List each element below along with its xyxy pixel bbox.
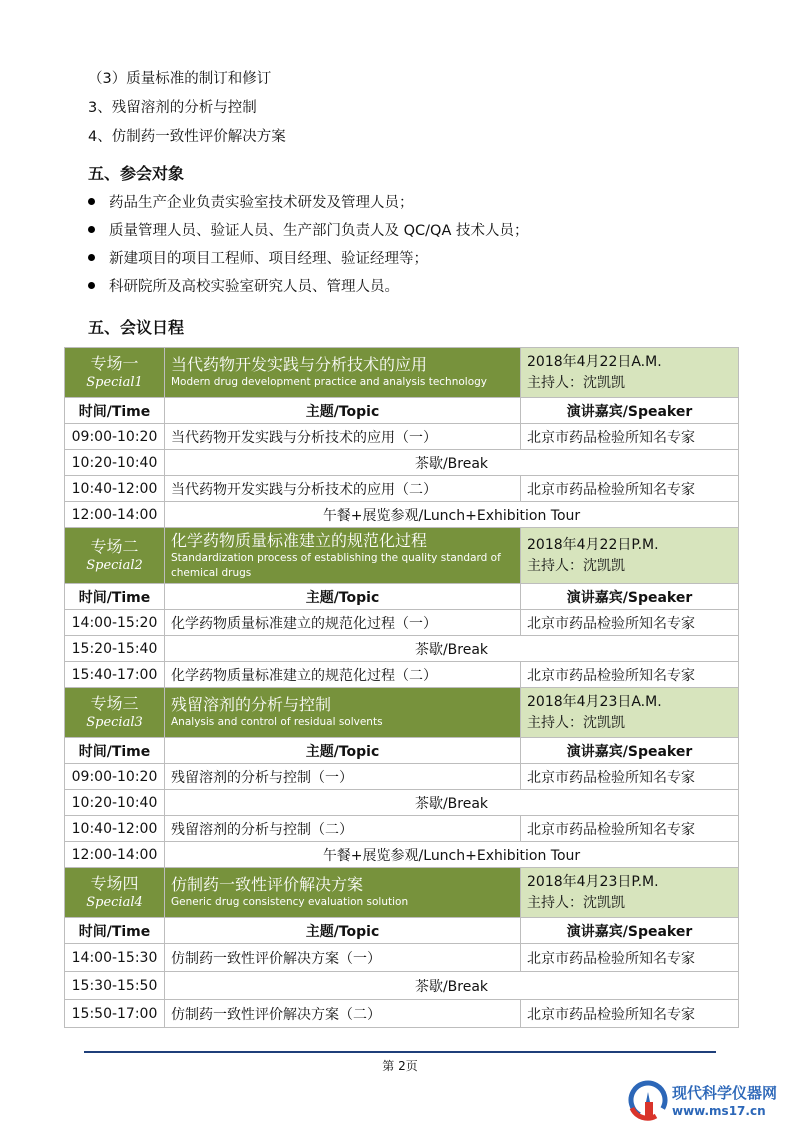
row-time: 09:00-10:20 [65, 764, 165, 790]
table-row [65, 764, 739, 790]
footer-divider [84, 1051, 716, 1053]
row-time: 12:00-14:00 [65, 842, 165, 868]
session-header [65, 688, 739, 738]
row-topic: 当代药物开发实践与分析技术的应用（一） [165, 424, 521, 450]
header-speaker: 演讲嘉宾/Speaker [521, 398, 739, 424]
session-title-en: Analysis and control of residual solvents [171, 716, 383, 728]
row-speaker: 北京市药品检验所知名专家 [521, 424, 739, 450]
table-row [65, 816, 739, 842]
row-time: 10:20-10:40 [65, 790, 165, 816]
row-topic: 残留溶剂的分析与控制（一） [165, 764, 521, 790]
table-row-break [65, 790, 739, 816]
header-speaker: 演讲嘉宾/Speaker [521, 584, 739, 610]
row-speaker: 北京市药品检验所知名专家 [521, 1000, 739, 1028]
attendee-text: 质量管理人员、验证人员、生产部门负责人及 QC/QA 技术人员； [109, 223, 529, 239]
table-row-break [65, 972, 739, 1000]
session-label-cn: 专场一 [90, 353, 139, 373]
row-break: 午餐+展览参观/Lunch+Exhibition Tour [165, 502, 739, 528]
row-time: 14:00-15:30 [65, 944, 165, 972]
bullet-icon [88, 226, 95, 233]
row-time: 15:40-17:00 [65, 662, 165, 688]
session-label [65, 348, 165, 398]
header-speaker: 演讲嘉宾/Speaker [521, 918, 739, 944]
session-label [65, 868, 165, 918]
session-title-en: Generic drug consistency evaluation solution [171, 896, 409, 908]
session-label-en: Special3 [86, 714, 143, 730]
page-number: 第 2页 [382, 1059, 418, 1073]
attendee-text: 药品生产企业负责实验室技术研发及管理人员； [109, 195, 414, 211]
section-heading-schedule: 五、会议日程 [88, 318, 185, 337]
session-title [165, 528, 521, 584]
session-date: 2018年4月22日A.M. [527, 353, 662, 370]
session-date: 2018年4月23日P.M. [527, 873, 659, 890]
row-break: 茶歇/Break [165, 636, 739, 662]
table-row [65, 944, 739, 972]
attendee-item [88, 222, 528, 240]
table-header-row [65, 738, 739, 764]
attendee-item [88, 278, 399, 296]
row-break: 茶歇/Break [165, 450, 739, 476]
table-header-row [65, 918, 739, 944]
session-label [65, 528, 165, 584]
row-time: 14:00-15:20 [65, 610, 165, 636]
header-topic: 主题/Topic [165, 584, 521, 610]
session-label-cn: 专场二 [90, 536, 139, 556]
header-time: 时间/Time [65, 584, 165, 610]
row-time: 10:40-12:00 [65, 476, 165, 502]
row-topic: 当代药物开发实践与分析技术的应用（二） [165, 476, 521, 502]
session-title-en: Modern drug development practice and analysis technology [171, 376, 488, 388]
session-info [521, 528, 739, 584]
watermark-name: 现代科学仪器网 [672, 1084, 778, 1102]
session-title-cn: 仿制药一致性评价解决方案 [171, 875, 364, 894]
header-time: 时间/Time [65, 738, 165, 764]
session-host: 主持人：沈凯凯 [527, 894, 625, 911]
row-time: 15:30-15:50 [65, 972, 165, 1000]
row-time: 15:20-15:40 [65, 636, 165, 662]
row-topic: 仿制药一致性评价解决方案（二） [165, 1000, 521, 1028]
bullet-icon [88, 198, 95, 205]
header-time: 时间/Time [65, 918, 165, 944]
row-topic: 仿制药一致性评价解决方案（一） [165, 944, 521, 972]
session-label-cn: 专场四 [90, 873, 139, 893]
session-date: 2018年4月23日A.M. [527, 693, 662, 710]
session-header [65, 528, 739, 584]
table-row-break [65, 502, 739, 528]
session-info [521, 348, 739, 398]
ms17-logo-icon [626, 1078, 670, 1124]
session-label-en: Special2 [86, 557, 143, 573]
header-topic: 主题/Topic [165, 918, 521, 944]
attendee-item [88, 194, 414, 212]
session-title [165, 868, 521, 918]
bullet-icon [88, 282, 95, 289]
header-topic: 主题/Topic [165, 738, 521, 764]
row-time: 12:00-14:00 [65, 502, 165, 528]
row-speaker: 北京市药品检验所知名专家 [521, 944, 739, 972]
row-time: 15:50-17:00 [65, 1000, 165, 1028]
watermark-logo [626, 1078, 792, 1126]
row-speaker: 北京市药品检验所知名专家 [521, 764, 739, 790]
session-title-cn: 化学药物质量标准建立的规范化过程 [171, 530, 428, 550]
session-title-en: Standardization process of establishing the quality standard of chemical drugs [171, 551, 501, 579]
row-time: 09:00-10:20 [65, 424, 165, 450]
table-row-break [65, 450, 739, 476]
session-host: 主持人：沈凯凯 [527, 714, 625, 731]
row-speaker: 北京市药品检验所知名专家 [521, 662, 739, 688]
header-speaker: 演讲嘉宾/Speaker [521, 738, 739, 764]
session-label [65, 688, 165, 738]
attendee-text: 科研院所及高校实验室研究人员、管理人员。 [109, 279, 399, 295]
table-row [65, 476, 739, 502]
outline-item: 3、残留溶剂的分析与控制 [88, 100, 257, 116]
table-row-break [65, 842, 739, 868]
table-row-break [65, 636, 739, 662]
table-row [65, 610, 739, 636]
session-label-cn: 专场三 [90, 693, 139, 713]
row-time: 10:40-12:00 [65, 816, 165, 842]
section-heading-attendees: 五、参会对象 [88, 164, 185, 183]
session-date: 2018年4月22日P.M. [527, 536, 659, 553]
row-break: 午餐+展览参观/Lunch+Exhibition Tour [165, 842, 739, 868]
attendee-text: 新建项目的项目工程师、项目经理、验证经理等； [109, 251, 428, 267]
header-topic: 主题/Topic [165, 398, 521, 424]
session-header [65, 348, 739, 398]
table-header-row [65, 584, 739, 610]
session-title-cn: 残留溶剂的分析与控制 [171, 695, 332, 714]
session-title [165, 348, 521, 398]
session-label-en: Special1 [86, 374, 143, 390]
header-time: 时间/Time [65, 398, 165, 424]
session-host: 主持人：沈凯凯 [527, 557, 625, 574]
session-info [521, 868, 739, 918]
row-break: 茶歇/Break [165, 790, 739, 816]
table-header-row [65, 398, 739, 424]
session-info [521, 688, 739, 738]
row-topic: 化学药物质量标准建立的规范化过程（二） [165, 662, 521, 688]
row-topic: 化学药物质量标准建立的规范化过程（一） [165, 610, 521, 636]
attendee-item [88, 250, 428, 268]
table-row [65, 424, 739, 450]
row-time: 10:20-10:40 [65, 450, 165, 476]
session-label-en: Special4 [86, 894, 143, 910]
row-speaker: 北京市药品检验所知名专家 [521, 610, 739, 636]
session-title-cn: 当代药物开发实践与分析技术的应用 [171, 355, 428, 374]
schedule-table [64, 347, 739, 1028]
bullet-icon [88, 254, 95, 261]
row-speaker: 北京市药品检验所知名专家 [521, 476, 739, 502]
outline-item: （3）质量标准的制订和修订 [88, 71, 272, 87]
watermark-url: www.ms17.cn [672, 1104, 766, 1118]
session-header [65, 868, 739, 918]
session-host: 主持人：沈凯凯 [527, 374, 625, 391]
row-break: 茶歇/Break [165, 972, 739, 1000]
table-row [65, 662, 739, 688]
table-row [65, 1000, 739, 1028]
outline-item: 4、仿制药一致性评价解决方案 [88, 129, 286, 145]
session-title [165, 688, 521, 738]
row-speaker: 北京市药品检验所知名专家 [521, 816, 739, 842]
row-topic: 残留溶剂的分析与控制（二） [165, 816, 521, 842]
